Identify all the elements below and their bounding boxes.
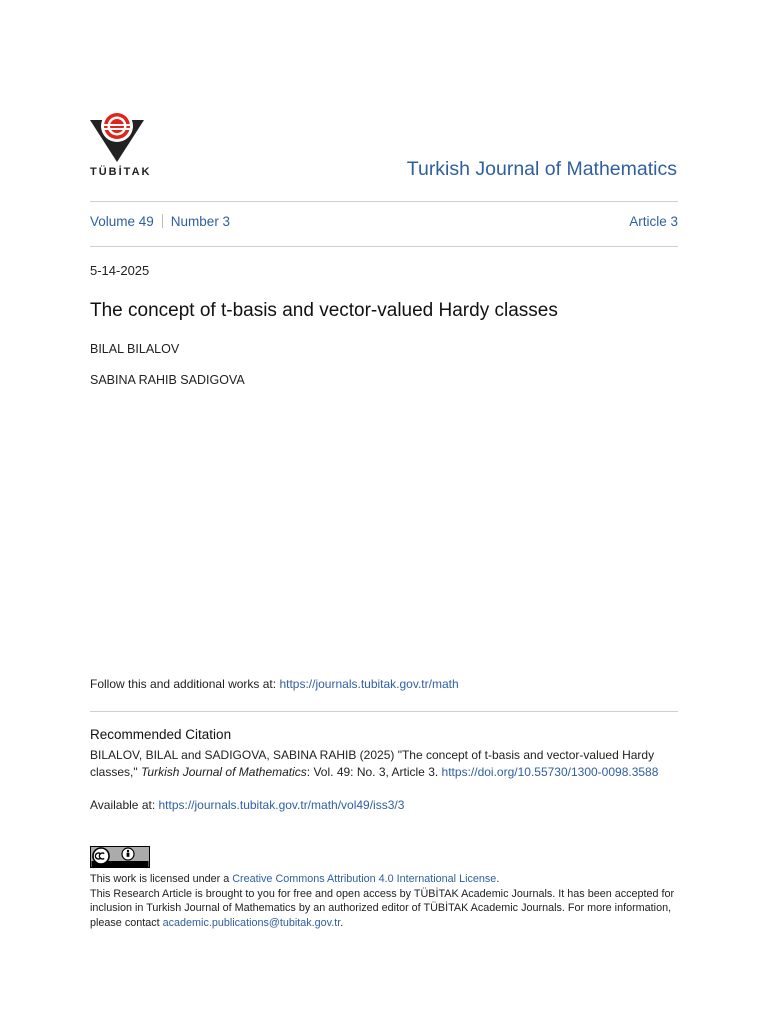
available-line — [90, 798, 404, 812]
access-body: This Research Article is brought to you for free and open access by TÜBİTAK Academic Journals. It has been accepted for inclusion in Turkish Journal of Mathematics by an authorized editor of TÜBİTAK Academic Journals. For more information, please contact — [90, 887, 675, 929]
contact-email-link[interactable]: academic.publications@tubitak.gov.tr — [162, 916, 341, 929]
cc-by-icon[interactable] — [90, 846, 150, 868]
license-before: This work is licensed under a — [90, 873, 233, 885]
license-after: . — [496, 873, 500, 885]
available-label: Available at: — [90, 798, 159, 812]
doi-link[interactable]: https://doi.org/10.55730/1300-0098.3588 — [441, 764, 659, 779]
follow-label: Follow this and additional works at: — [90, 677, 280, 691]
author-2: SABINA RAHIB SADIGOVA — [90, 373, 245, 387]
follow-link[interactable]: https://journals.tubitak.gov.tr/math — [279, 677, 459, 691]
separator — [162, 214, 163, 228]
volume-link[interactable]: Volume 49 — [90, 214, 154, 229]
article-link[interactable]: Article 3 — [629, 214, 678, 229]
logo-text: TÜBİTAK — [90, 166, 152, 178]
license-text — [90, 872, 690, 930]
journal-title-link[interactable]: Turkish Journal of Mathematics — [406, 158, 677, 180]
citation-text-before: BILALOV, BILAL and SADIGOVA, SABINA RAHIB (2025) "The concept of t-basis and vector-valued Hardy classes," — [90, 748, 655, 779]
divider-nav — [90, 246, 678, 247]
available-link[interactable]: https://journals.tubitak.gov.tr/math/vol49/iss3/3 — [158, 798, 405, 812]
citation-text — [90, 747, 678, 781]
license-line — [90, 872, 690, 887]
number-link[interactable]: Number 3 — [170, 214, 231, 229]
recommended-citation-heading: Recommended Citation — [90, 727, 232, 742]
citation-journal: Turkish Journal of Mathematics — [140, 764, 307, 779]
divider-citation — [90, 711, 678, 712]
divider-top — [90, 201, 678, 202]
cc-license-link[interactable]: Creative Commons Attribution 4.0 International License — [232, 873, 497, 885]
access-statement — [90, 887, 690, 931]
issue-nav — [90, 214, 678, 232]
follow-line — [90, 677, 459, 691]
citation-text-after: : Vol. 49: No. 3, Article 3. — [306, 764, 442, 779]
publication-date: 5-14-2025 — [90, 263, 150, 278]
paper-title: The concept of t-basis and vector-valued Hardy classes — [90, 300, 558, 321]
author-1: BILAL BILALOV — [90, 342, 180, 356]
access-end: . — [340, 916, 344, 929]
